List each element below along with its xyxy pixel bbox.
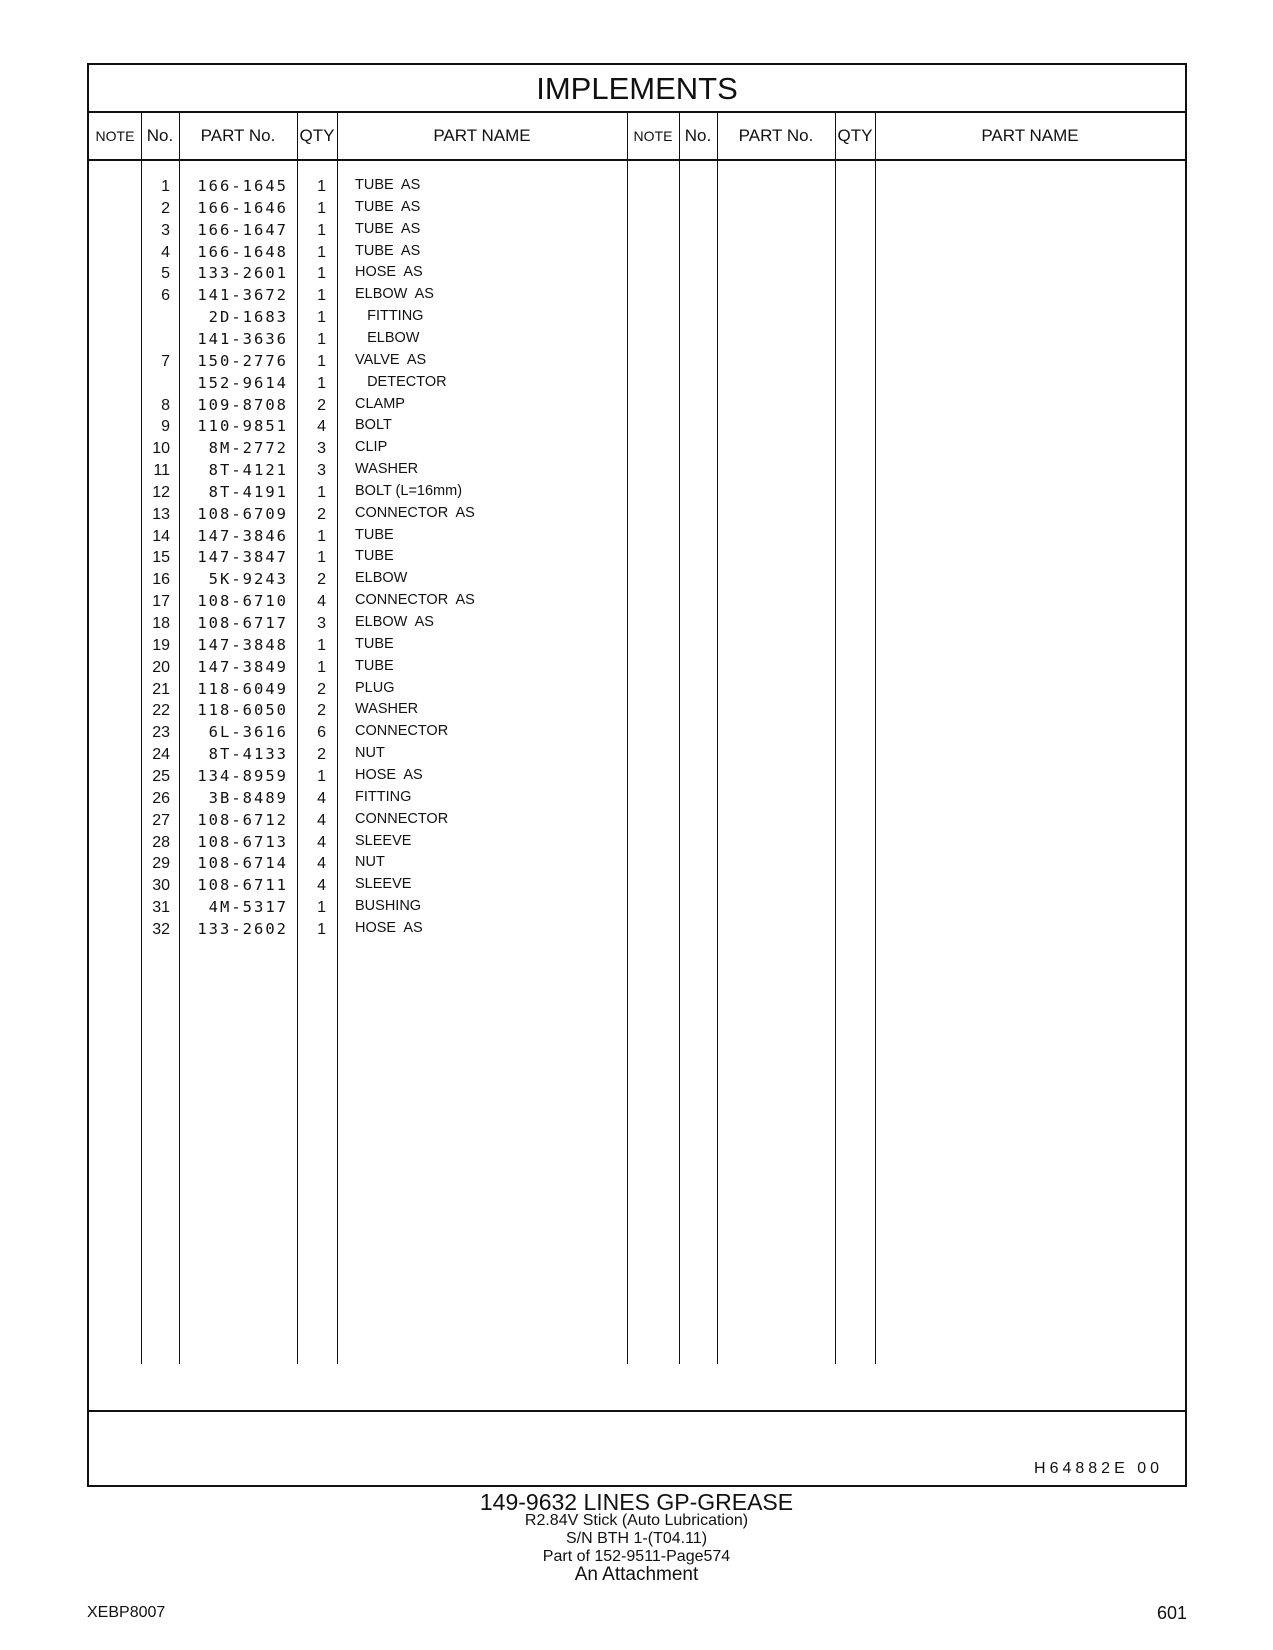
part-number: 147-3849 [197,657,288,676]
row-number: 7 [161,352,170,370]
part-name: FITTING [355,788,412,805]
part-name: TUBE [355,548,394,565]
row-number: 24 [152,746,170,764]
caption-model: R2.84V Stick (Auto Lubrication) [524,1512,749,1529]
table-row [89,568,1185,591]
part-name: PLUG [355,679,395,696]
part-name: HOSE AS [355,766,423,783]
part-number: 110-9851 [197,417,288,436]
table-row [89,372,1185,395]
row-number: 15 [152,549,170,567]
table-row [89,634,1185,657]
part-number: 109-8708 [197,395,288,414]
table-row [89,896,1185,919]
table-row [89,721,1185,744]
part-number: 118-6050 [197,701,288,720]
quantity: 2 [317,396,326,414]
part-name: HOSE AS [355,264,423,281]
row-number: 23 [152,724,170,742]
row-number: 17 [152,593,170,611]
table-row [89,415,1185,438]
part-number: 152-9614 [197,373,288,392]
quantity: 1 [317,920,326,938]
table-row [89,525,1185,548]
part-number: 8T-4121 [208,461,288,480]
part-name: CLAMP [355,395,405,412]
row-number: 5 [161,265,170,283]
footer-divider [89,1410,1185,1412]
header-no-left: No. [146,126,174,145]
page-number: 601 [1156,1603,1187,1623]
part-number: 141-3672 [197,286,288,305]
part-number: 141-3636 [197,329,288,348]
quantity: 1 [317,243,326,261]
row-number: 32 [152,920,170,938]
header-part-name-left: PART NAME [433,126,531,145]
part-name: BOLT (L=16mm) [355,482,463,499]
part-name: BUSHING [355,898,422,915]
caption-type: An Attachment [574,1564,699,1585]
row-number: 4 [161,243,170,261]
caption-group-title: 149-9632 LINES GP-GREASE [479,1489,794,1515]
table-row [89,175,1185,198]
part-number: 166-1646 [197,198,288,217]
table-row [89,656,1185,679]
drawing-code: H64882E 00 [1034,1460,1163,1477]
part-number: 4M-5317 [208,898,288,917]
table-row [89,459,1185,482]
caption [0,1489,1273,1585]
part-number: 133-2602 [197,919,288,938]
table-row [89,197,1185,220]
table-row [89,809,1185,832]
row-number: 30 [152,877,170,895]
part-number: 133-2601 [197,264,288,283]
part-name: CONNECTOR [355,723,449,740]
part-number: 108-6714 [197,854,288,873]
part-name: DETECTOR [355,373,447,390]
part-number: 147-3847 [197,548,288,567]
table-row [89,590,1185,613]
quantity: 2 [317,702,326,720]
header-note-right: NOTE [633,128,673,144]
quantity: 1 [317,636,326,654]
row-number: 1 [161,178,170,195]
row-number: 10 [152,440,170,458]
table-row [89,787,1185,810]
table-row [89,918,1185,941]
row-number: 8 [161,396,170,414]
part-name: TUBE AS [355,242,421,259]
quantity: 4 [317,593,326,611]
row-number: 22 [152,702,170,720]
row-number: 9 [161,418,170,436]
quantity: 1 [317,374,326,392]
row-number: 2 [161,199,170,217]
header-qty-right: QTY [837,126,873,145]
table-row [89,612,1185,635]
quantity: 1 [317,330,326,348]
quantity: 1 [317,527,326,545]
quantity: 3 [317,440,326,458]
table-row [89,743,1185,766]
part-name: TUBE [355,657,394,674]
quantity: 1 [317,483,326,501]
quantity: 2 [317,571,326,589]
part-name: FITTING [355,308,424,325]
part-number: 108-6711 [197,876,288,895]
part-name: ELBOW [355,570,408,587]
caption-reference: Part of 152-9511-Page574 [542,1548,731,1565]
quantity: 3 [317,462,326,480]
row-number: 16 [152,571,170,589]
table-row [89,262,1185,285]
part-number: 8T-4191 [208,482,288,501]
quantity: 1 [317,767,326,785]
part-name: TUBE [355,526,394,543]
part-name: BOLT [355,417,392,434]
part-number: 150-2776 [197,351,288,370]
quantity: 1 [317,309,326,327]
header-part-no-left: PART No. [200,126,276,145]
table-row [89,765,1185,788]
header-part-name-right: PART NAME [981,126,1079,145]
quantity: 2 [317,680,326,698]
part-name: NUT [355,745,385,762]
part-number: 2D-1683 [208,308,288,327]
part-name: ELBOW AS [355,614,434,630]
table-row [89,874,1185,897]
row-number: 29 [152,855,170,873]
part-number: 118-6049 [197,679,288,698]
part-name: CONNECTOR [355,810,449,827]
quantity: 4 [317,855,326,873]
table-row [89,503,1185,526]
table-row [89,350,1185,373]
caption-serial: S/N BTH 1-(T04.11) [565,1530,708,1547]
part-number: 108-6710 [197,592,288,611]
header-no-right: No. [684,126,712,145]
part-number: 108-6713 [197,832,288,851]
header-part-no-right: PART No. [738,126,814,145]
part-name: WASHER [355,701,419,718]
part-number: 3B-8489 [208,788,288,807]
part-name: TUBE AS [355,177,421,193]
part-number: 147-3846 [197,526,288,545]
part-name: VALVE AS [355,351,427,368]
part-number: 166-1647 [197,220,288,239]
table-row [89,306,1185,329]
part-number: 8M-2772 [208,439,288,458]
quantity: 4 [317,789,326,807]
part-name: SLEEVE [355,876,412,893]
table-row [89,284,1185,307]
part-number: 8T-4133 [208,745,288,764]
table-row [89,437,1185,460]
quantity: 2 [317,505,326,523]
part-number: 108-6717 [197,614,288,632]
row-number: 6 [161,287,170,305]
part-name: CONNECTOR AS [355,504,475,521]
table-header [89,113,1185,161]
part-number: 166-1648 [197,242,288,261]
row-number: 20 [152,658,170,676]
quantity: 1 [317,352,326,370]
row-number: 18 [152,615,170,632]
part-number: 108-6712 [197,810,288,829]
row-number: 21 [152,680,170,698]
table-row [89,831,1185,854]
part-name: HOSE AS [355,919,423,936]
table-row [89,699,1185,722]
parts-table [87,63,1187,1487]
part-name: CLIP [355,439,388,456]
part-name: CONNECTOR AS [355,592,475,609]
table-row [89,328,1185,351]
table-row [89,546,1185,569]
row-number: 25 [152,767,170,785]
header-qty-left: QTY [299,126,335,145]
quantity: 1 [317,899,326,917]
part-name: SLEEVE [355,832,412,849]
row-number: 13 [152,505,170,523]
part-number: 166-1645 [197,177,288,195]
quantity: 1 [317,199,326,217]
header-note-left: NOTE [95,128,135,144]
table-row [89,678,1185,701]
part-name: WASHER [355,461,419,478]
part-name: ELBOW [355,329,420,346]
table-row [89,852,1185,875]
row-number: 19 [152,636,170,654]
quantity: 4 [317,833,326,851]
part-name: TUBE AS [355,220,421,237]
quantity: 1 [317,658,326,676]
part-name: NUT [355,854,385,871]
quantity: 1 [317,265,326,283]
row-number: 28 [152,833,170,851]
quantity: 3 [317,615,326,632]
row-number: 31 [152,899,170,917]
row-number: 3 [161,221,170,239]
part-name: TUBE AS [355,198,421,215]
table-row [89,219,1185,242]
quantity: 1 [317,178,326,195]
part-name: TUBE [355,635,394,652]
part-number: 134-8959 [197,766,288,785]
part-number: 147-3848 [197,635,288,654]
table-row [89,241,1185,264]
quantity: 4 [317,811,326,829]
quantity: 4 [317,877,326,895]
row-number: 12 [152,483,170,501]
row-number: 11 [153,462,170,480]
row-number: 26 [152,789,170,807]
part-number: 5K-9243 [208,570,288,589]
table-row [89,394,1185,417]
part-name: ELBOW AS [355,286,434,303]
part-number: 108-6709 [197,504,288,523]
document-id: XEBP8007 [87,1604,166,1621]
quantity: 4 [317,418,326,436]
row-number: 14 [152,527,170,545]
table-row [89,481,1185,504]
page-title: IMPLEMENTS [89,65,1185,113]
row-number: 27 [152,811,170,829]
part-number: 6L-3616 [208,723,288,742]
quantity: 1 [317,287,326,305]
quantity: 2 [317,746,326,764]
quantity: 1 [317,221,326,239]
quantity: 6 [317,724,326,742]
quantity: 1 [317,549,326,567]
